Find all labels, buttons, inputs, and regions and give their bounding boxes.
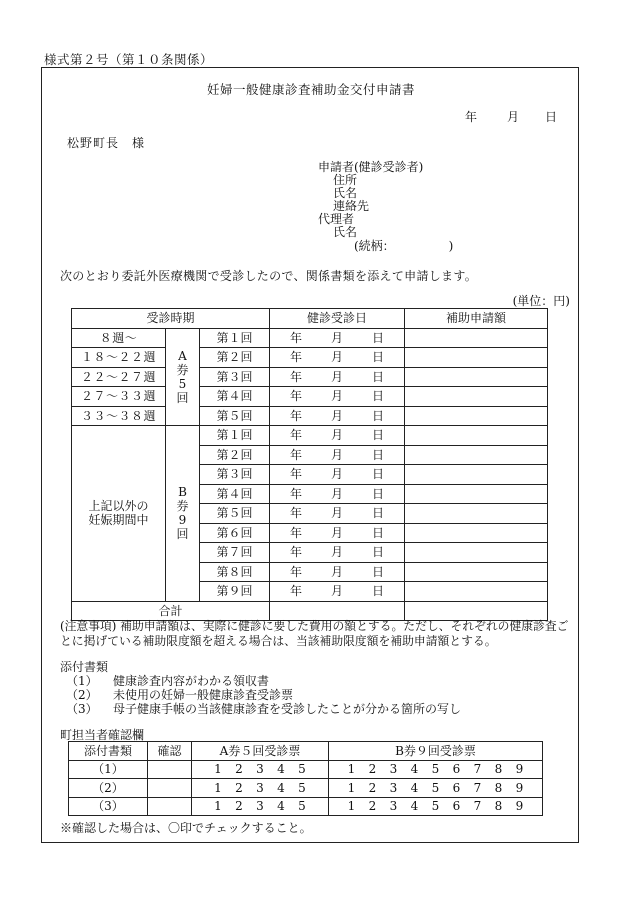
round-cell: 第４回 xyxy=(200,484,270,504)
a-ticket-number[interactable]: 1 xyxy=(214,799,222,814)
round-cell: 第９回 xyxy=(200,582,270,602)
b-ticket-label-char: 回 xyxy=(176,527,189,542)
attachment-num: （1） xyxy=(66,674,98,688)
a-ticket-label-char: 券 xyxy=(176,362,189,377)
a-ticket-number[interactable]: 4 xyxy=(277,780,285,795)
checkup-date-cell[interactable] xyxy=(270,523,405,543)
attachment-text: 母子健康手帳の当該健康診査を受診したことが分かる箇所の写し xyxy=(113,702,462,716)
b-ticket-number[interactable]: 9 xyxy=(515,799,524,814)
subsidy-amount-cell[interactable] xyxy=(405,562,548,582)
date-month-label: 月 xyxy=(331,428,344,443)
form-frame xyxy=(41,67,579,843)
a-ticket-number[interactable]: 1 xyxy=(214,780,222,795)
b-ticket-number[interactable]: 2 xyxy=(368,799,377,814)
b-ticket-label-char: B xyxy=(178,485,187,500)
subsidy-amount-cell[interactable] xyxy=(405,523,548,543)
attachment-num: （2） xyxy=(66,688,98,702)
b-ticket-number[interactable]: 9 xyxy=(515,780,524,795)
date-month: 月 xyxy=(507,110,520,124)
b-ticket-row xyxy=(72,426,548,446)
confirm-attachment-num: （2） xyxy=(69,779,148,798)
applicant-contact-label: 連絡先 xyxy=(333,199,370,213)
subsidy-amount-cell[interactable] xyxy=(405,328,548,348)
a-ticket-label-char: A xyxy=(178,348,187,363)
date-day-label: 日 xyxy=(372,467,385,482)
table-header-row xyxy=(72,309,548,329)
b-ticket-number[interactable]: 3 xyxy=(389,799,398,814)
a-ticket-number[interactable]: 2 xyxy=(235,780,243,795)
date-day-label: 日 xyxy=(372,408,385,423)
staff-confirm-title: 町担当者確認欄 xyxy=(60,728,145,742)
a-ticket-row xyxy=(72,348,548,368)
checkup-date-cell[interactable] xyxy=(270,504,405,524)
checkup-date-cell[interactable] xyxy=(270,465,405,485)
round-cell: 第２回 xyxy=(200,348,270,368)
caution-note: (注意事項) 補助申請額は、実際に健診に要した費用の額とする。ただし、それぞれの健康診査ごとに掲げている補助限度額を超える場合は、当該補助限度額を補助申請額とする。 xyxy=(60,619,569,648)
confirm-check-cell[interactable] xyxy=(148,779,192,798)
checkup-date-cell[interactable] xyxy=(270,445,405,465)
confirm-row xyxy=(69,779,543,798)
checkup-date-cell[interactable] xyxy=(270,406,405,426)
round-cell: 第８回 xyxy=(200,562,270,582)
checkup-date-cell[interactable] xyxy=(270,582,405,602)
date-day-label: 日 xyxy=(372,525,385,540)
date-year-label: 年 xyxy=(290,467,303,482)
a-ticket-number[interactable]: 2 xyxy=(235,799,243,814)
round-cell: 第３回 xyxy=(200,465,270,485)
applicant-name-label: 氏名 xyxy=(333,186,358,200)
a-ticket-row xyxy=(72,406,548,426)
period-cell: ２２～２７週 xyxy=(72,367,166,387)
date-day-label: 日 xyxy=(372,428,385,443)
date-year-label: 年 xyxy=(290,525,303,540)
intro-text: 次のとおり委託外医療機関で受診したので、関係書類を添えて申請します。 xyxy=(60,269,478,283)
date-year-label: 年 xyxy=(290,350,303,365)
a-ticket-numbers xyxy=(192,797,329,816)
subsidy-amount-cell[interactable] xyxy=(405,348,548,368)
footer-note: ※確認した場合は、〇印でチェックすること。 xyxy=(60,821,312,835)
other-period-line: 上記以外の xyxy=(88,499,149,514)
b-ticket-number[interactable]: 5 xyxy=(431,780,440,795)
a-ticket-label-char: 5 xyxy=(178,376,187,391)
attachment-text: 健康診査内容がわかる領収書 xyxy=(113,674,270,688)
agent-relation-label: (続柄： ) xyxy=(354,239,454,253)
b-ticket-numbers xyxy=(329,797,543,816)
total-row xyxy=(72,601,548,621)
subsidy-amount-cell[interactable] xyxy=(405,426,548,446)
b-ticket-number[interactable]: 1 xyxy=(347,780,356,795)
checkup-date-cell[interactable] xyxy=(270,543,405,563)
date-day-label: 日 xyxy=(372,584,385,599)
attachment-text: 未使用の妊婦一般健康診査受診票 xyxy=(113,688,294,702)
attachment-num: （3） xyxy=(66,702,98,716)
checkup-date-cell[interactable] xyxy=(270,387,405,407)
date-month-label: 月 xyxy=(331,369,344,384)
date-day-label: 日 xyxy=(372,447,385,462)
b-ticket-number[interactable]: 7 xyxy=(473,799,482,814)
a-ticket-number[interactable]: 5 xyxy=(298,762,306,777)
b-ticket-number[interactable]: 1 xyxy=(347,799,356,814)
date-month-label: 月 xyxy=(331,389,344,404)
b-ticket-label-char: 券 xyxy=(176,499,189,514)
confirm-attachment-num: （1） xyxy=(69,760,148,779)
date-year-label: 年 xyxy=(290,428,303,443)
confirm-header-check: 確認 xyxy=(148,742,192,761)
b-ticket-number[interactable]: 2 xyxy=(368,780,377,795)
b-ticket-number[interactable]: 8 xyxy=(494,762,503,777)
date-year-label: 年 xyxy=(290,369,303,384)
a-ticket-number[interactable]: 1 xyxy=(214,762,222,777)
subsidy-amount-cell[interactable] xyxy=(405,582,548,602)
subsidy-amount-cell[interactable] xyxy=(405,367,548,387)
date-month-label: 月 xyxy=(331,506,344,521)
b-ticket-number[interactable]: 5 xyxy=(431,762,440,777)
checkup-date-cell[interactable] xyxy=(270,328,405,348)
header-subsidy-amount: 補助申請額 xyxy=(405,309,548,329)
b-ticket-numbers xyxy=(329,779,543,798)
date-day-label: 日 xyxy=(372,486,385,501)
applicant-heading: 申請者(健診受診者) xyxy=(318,160,424,174)
a-ticket-number[interactable]: 5 xyxy=(298,780,306,795)
date-day-label: 日 xyxy=(372,506,385,521)
period-cell: ２７～３３週 xyxy=(72,387,166,407)
date-month-label: 月 xyxy=(331,408,344,423)
date-day: 日 xyxy=(545,110,558,124)
confirm-header-row xyxy=(69,742,543,761)
confirm-row xyxy=(69,760,543,779)
other-period-cell xyxy=(72,426,166,602)
date-year-label: 年 xyxy=(290,564,303,579)
period-cell: ３３～３８週 xyxy=(72,406,166,426)
a-ticket-row xyxy=(72,367,548,387)
date-year-label: 年 xyxy=(290,545,303,560)
header-checkup-date: 健診受診日 xyxy=(270,309,405,329)
round-cell: 第１回 xyxy=(200,328,270,348)
round-cell: 第７回 xyxy=(200,543,270,563)
total-amount-cell[interactable] xyxy=(405,601,548,621)
confirm-header-attachment: 添付書類 xyxy=(69,742,148,761)
agent-label: 代理者 xyxy=(318,212,355,226)
date-month-label: 月 xyxy=(331,330,344,345)
confirm-header-a-ticket: A券５回受診票 xyxy=(192,742,329,761)
a-ticket-number[interactable]: 5 xyxy=(298,799,306,814)
other-period-line: 妊娠期間中 xyxy=(88,513,149,528)
b-ticket-label xyxy=(166,426,200,602)
total-label: 合計 xyxy=(72,601,270,621)
unit-label: (単位：円) xyxy=(512,294,570,308)
confirm-check-cell[interactable] xyxy=(148,797,192,816)
confirm-attachment-num: （3） xyxy=(69,797,148,816)
date-year-label: 年 xyxy=(290,330,303,345)
b-ticket-number[interactable]: 5 xyxy=(431,799,440,814)
subsidy-amount-cell[interactable] xyxy=(405,465,548,485)
date-day-label: 日 xyxy=(372,564,385,579)
date-year-label: 年 xyxy=(290,408,303,423)
date-day-label: 日 xyxy=(372,389,385,404)
date-year-label: 年 xyxy=(290,506,303,521)
date-month-label: 月 xyxy=(331,447,344,462)
b-ticket-number[interactable]: 9 xyxy=(515,762,524,777)
date-year: 年 xyxy=(465,110,478,124)
b-ticket-number[interactable]: 6 xyxy=(452,762,461,777)
date-year-label: 年 xyxy=(290,389,303,404)
period-cell: １８～２２週 xyxy=(72,348,166,368)
round-cell: 第６回 xyxy=(200,523,270,543)
a-ticket-label-char: 回 xyxy=(176,390,189,405)
form-number-label: 様式第２号（第１０条関係） xyxy=(44,52,214,67)
round-cell: 第２回 xyxy=(200,445,270,465)
date-month-label: 月 xyxy=(331,525,344,540)
a-ticket-number[interactable]: 4 xyxy=(277,799,285,814)
b-ticket-number[interactable]: 4 xyxy=(410,799,419,814)
b-ticket-number[interactable]: 8 xyxy=(494,799,503,814)
b-ticket-number[interactable]: 7 xyxy=(473,780,482,795)
round-cell: 第５回 xyxy=(200,504,270,524)
a-ticket-label xyxy=(166,328,200,426)
round-cell: 第１回 xyxy=(200,426,270,446)
b-ticket-number[interactable]: 2 xyxy=(368,762,377,777)
date-month-label: 月 xyxy=(331,467,344,482)
a-ticket-numbers xyxy=(192,779,329,798)
subsidy-amount-cell[interactable] xyxy=(405,504,548,524)
subsidy-amount-cell[interactable] xyxy=(405,445,548,465)
staff-confirm-table xyxy=(68,741,543,816)
b-ticket-number[interactable]: 6 xyxy=(452,799,461,814)
date-day-label: 日 xyxy=(372,545,385,560)
b-ticket-numbers xyxy=(329,760,543,779)
checkup-date-cell[interactable] xyxy=(270,367,405,387)
b-ticket-number[interactable]: 3 xyxy=(389,780,398,795)
date-day-label: 日 xyxy=(372,369,385,384)
confirm-check-cell[interactable] xyxy=(148,760,192,779)
agent-name-label: 氏名 xyxy=(333,225,358,239)
date-month-label: 月 xyxy=(331,584,344,599)
round-cell: 第５回 xyxy=(200,406,270,426)
date-month-label: 月 xyxy=(331,486,344,501)
date-year-label: 年 xyxy=(290,486,303,501)
form-title: 妊婦一般健康診査補助金交付申請書 xyxy=(206,82,415,97)
b-ticket-number[interactable]: 6 xyxy=(452,780,461,795)
subsidy-amount-cell[interactable] xyxy=(405,543,548,563)
a-ticket-number[interactable]: 3 xyxy=(256,780,264,795)
date-day-label: 日 xyxy=(372,350,385,365)
date-year-label: 年 xyxy=(290,584,303,599)
a-ticket-number[interactable]: 4 xyxy=(277,762,285,777)
subsidy-amount-cell[interactable] xyxy=(405,406,548,426)
b-ticket-number[interactable]: 3 xyxy=(389,762,398,777)
period-cell: ８週～ xyxy=(72,328,166,348)
b-ticket-number[interactable]: 7 xyxy=(473,762,482,777)
b-ticket-number[interactable]: 4 xyxy=(410,780,419,795)
a-ticket-row xyxy=(72,387,548,407)
header-period: 受診時期 xyxy=(72,309,270,329)
attachments-title: 添付書類 xyxy=(60,660,109,674)
b-ticket-number[interactable]: 8 xyxy=(494,780,503,795)
checkup-table xyxy=(71,308,548,621)
a-ticket-number[interactable]: 2 xyxy=(235,762,243,777)
round-cell: 第３回 xyxy=(200,367,270,387)
a-ticket-number[interactable]: 3 xyxy=(256,799,264,814)
b-ticket-label-char: 9 xyxy=(178,513,187,528)
checkup-date-cell[interactable] xyxy=(270,348,405,368)
checkup-date-cell[interactable] xyxy=(270,426,405,446)
checkup-date-cell[interactable] xyxy=(270,484,405,504)
addressee: 松野町長 様 xyxy=(67,136,146,150)
date-year-label: 年 xyxy=(290,447,303,462)
checkup-date-cell[interactable] xyxy=(270,562,405,582)
date-month-label: 月 xyxy=(331,564,344,579)
round-cell: 第４回 xyxy=(200,387,270,407)
a-ticket-numbers xyxy=(192,760,329,779)
subsidy-amount-cell[interactable] xyxy=(405,387,548,407)
date-month-label: 月 xyxy=(331,545,344,560)
date-month-label: 月 xyxy=(331,350,344,365)
subsidy-amount-cell[interactable] xyxy=(405,484,548,504)
confirm-row xyxy=(69,797,543,816)
b-ticket-number[interactable]: 4 xyxy=(410,762,419,777)
a-ticket-row xyxy=(72,328,548,348)
total-date-cell xyxy=(270,601,405,621)
date-day-label: 日 xyxy=(372,330,385,345)
a-ticket-number[interactable]: 3 xyxy=(256,762,264,777)
confirm-header-b-ticket: B券９回受診票 xyxy=(329,742,543,761)
b-ticket-number[interactable]: 1 xyxy=(347,762,356,777)
applicant-address-label: 住所 xyxy=(333,173,358,187)
